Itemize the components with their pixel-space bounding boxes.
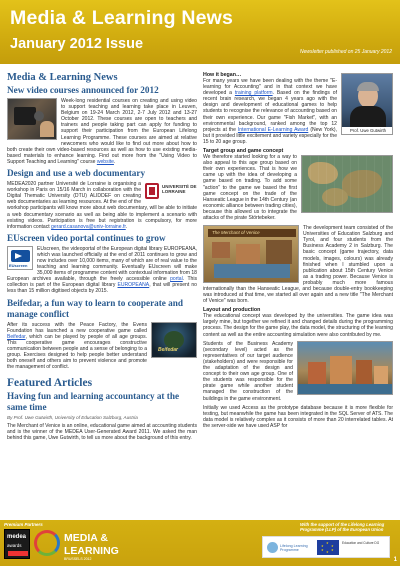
- map-screenshot: [301, 155, 393, 213]
- section-title-news: Media & Learning News: [7, 72, 118, 83]
- media-learning-logo[interactable]: MEDIA & LEARNING BRUSSELS 2012: [34, 528, 154, 560]
- article-title-web-doc: Design and use a web documentary: [7, 168, 146, 179]
- article-title-video-courses: New video courses announced for 2012: [7, 85, 159, 95]
- heading-target-group: Target group and game concept: [203, 148, 284, 155]
- llp-icon: [267, 542, 278, 553]
- target-group-text: We therefore started looking for a way to also appeal to this age group based on their own experiences. That is how we came up with the idea of developing a game based on trading. To add some "action" to the game we based the first game concept on the trade of the Hanseatic League in the 14th Century (an economic alliance between trading cities), because this allowed us to integrate the attacks of the pirate Störtebeker.: [203, 154, 297, 221]
- training-platform-link[interactable]: training platform: [234, 90, 273, 97]
- beifedar-text: After its success with the Peace Factory, the Evens Foundation has launched a new cooperative game called Beifedar, which can be played by people of all age groups. This cooperative game encourages constructive communication between people and a sense of belonging to a group. Exercises designed to help people better understand both oneself and others aim to prevent violence and promote the management of conflict.: [7, 321, 147, 371]
- beifedar-image: Beifedar: [151, 322, 197, 358]
- video-course-photo: [7, 98, 57, 140]
- heading-layout-production: Layout and production: [203, 307, 261, 314]
- venice-screenshot: [297, 341, 393, 395]
- video-courses-text: Week-long residential courses on creating and using video to support teaching and learning take place in Leuven, Belgium on 19-24 March 2012, 2-7 July 2012 and 13-27 October 2012. These courses are open to teachers and trainers and people taking part can apply for funding to support their participation from the European Lifelong Learning Programme. These courses are aimed at relative newcomers who would like to find out more about how to both create their own video-based resources as well as how to use existing media-based materials to enhance learning. Find out more from the "Using Video to Support Teaching and Learning" course website.: [7, 98, 197, 165]
- eu-flag-icon: ★ ★ ★ ★ ★ ★: [317, 540, 339, 555]
- euscreen-text: EUscreen, the videoportal of the European digital library EUROPEANA, which was launched officially at the end of 2011 continues to grow and now includes over 10,000 items, many of which are of real value to the teaching and learning community. Eventually EUscreen will make 35,000 items of programme content with contextual information from 18 European archives available, through the freely accessible online portal. This collection is part of the European digital library EUROPEANA, that will present no less than 15 million digitised objects by 2015.: [7, 245, 198, 295]
- author-caption: Prof. Uwe Gutwirth: [342, 127, 393, 134]
- game-screenshot: The Merchant of Venice: [203, 225, 299, 283]
- beifedar-link[interactable]: Beifedar: [7, 333, 26, 340]
- page-number: 1: [393, 557, 397, 563]
- development-text: The development team consisted of the Universities of Education Salzburg and Tyrol, and four students from the Business Academy 2 in Salzburg. The basic concept (game trajectory, data models, images, colours) was already finished when I stumbled upon a publication about 15th Century Venice as a trading power. Because Venice is probably much more famous internationally than the Hanseatic League, and because double-entry bookkeeping was introduced at that time, we started all over again and a new title "The Merchant of Venice" was born.: [203, 225, 393, 305]
- issue-title: January 2012 Issue: [10, 36, 144, 52]
- featured-article-title: Having fun and learning accountancy at the same time: [7, 391, 180, 413]
- course-website-link[interactable]: website: [96, 158, 114, 165]
- llp-logo: Lifelong Learning Programme: [267, 541, 313, 555]
- author-photo: [341, 73, 393, 135]
- publish-date: Newsletter published on 25 January 2012: [299, 49, 392, 55]
- article-title-euscreen: EUscreen video portal continues to grow: [7, 232, 166, 243]
- featured-articles-title: Featured Articles: [7, 377, 93, 390]
- medea-awards-logo[interactable]: medea awards: [4, 529, 30, 559]
- featured-intro-text: The Merchant of Venice is an online, educational game aimed at accounting students and is the winner of the MEDEA User-Generated Award 2011. We asked the man behind this game, Uwe Gutwirth, to tell us more about the background of this entry.: [7, 423, 197, 442]
- right-column: [203, 72, 393, 429]
- elearning-award-link[interactable]: International E-Learning Award: [237, 126, 309, 133]
- featured-byline: By Prof. Uwe Gutwirth, University of Education Salzburg, Austria: [7, 415, 138, 421]
- ml-ring-icon: [34, 530, 60, 556]
- lorraine-logo: UNIVERSITÉ DE LORRAINE: [145, 181, 197, 201]
- eu-support-text: With the support of the Lifelong Learning Programme (LLP) of the European Union: [300, 522, 385, 532]
- database-text: Initially we used Access as the prototype database because it is more flexible for testing, but meanwhile the game has been integrated in the SQL Server of ATS. The data model is relatively complex as it consists of more than 20 interrelated tables. At the server-side we have used ASP for: [203, 404, 393, 429]
- euscreen-logo: EUscreen: [7, 246, 33, 270]
- heading-how-it-began: How it began…: [203, 72, 242, 78]
- eu-logos: Lifelong Learning Programme ★ ★ ★ ★ ★ ★ Education and Culture DG: [262, 536, 390, 558]
- left-column: [7, 72, 197, 442]
- euscreen-portal-link[interactable]: portal: [170, 276, 183, 283]
- europeana-link[interactable]: EUROPEANA: [117, 282, 150, 289]
- article-title-beifedar: Beifedar, a fun way to learn to cooperate and manage conflict: [7, 297, 183, 319]
- web-doc-text: MEDEA2020 partner Université de Lorraine is organising a workshop in Paris on 15/16 March in collaboration with the Digital Thematic University (DTU) ALIDDEF on creating web documentaries as learning resources. At the end of the workshop participants will know more about web documentary, will be able to initiate a web documentary scenario as well as being able to implement a scenario with existing videos. Participation is free but registration is compulsory, for more information contact gerard.casanova@univ-lorraine.fr.: [7, 181, 197, 230]
- newsletter-title: Media & Learning News: [10, 7, 234, 29]
- layout-production-text: The educational concept was developed by the universities. The game idea was largely mine, but together we refined it and changed details during the programming process. The design for the game play, the data model, the structuring of the learning content as well as the entire accounting simulation were also contributed by me.: [203, 313, 393, 338]
- contact-email-link[interactable]: gerard.casanova@univ-lorraine.fr: [51, 223, 126, 230]
- how-it-began-text: For many years we have been dealing with the theme "E-learning for Accounting" and in that context we have developed a training platform. Based on the findings of recent brain research, we began 4 years ago with the design and development of educational games to help students to recognise the relevance of accounting based on their own experience. Our game "Fish Market", with an environmental background, ranked among the top 12 projects at the International E-Learning Award (New York), but it provided little excitement and variety especially for the 15 to 20 age group.: [203, 78, 338, 145]
- premium-partners-label: Premium Partners: [4, 522, 43, 527]
- students-text: Students of the Business Academy (secondary level) acted as the representatives of our target audience (stakeholders) and were responsible for the adaptation of the design and concept to their own age group. One of the students was responsible for the pirate game while another student managed the construction of the buildings in the game environment.: [203, 340, 293, 402]
- footer-banner: [0, 520, 400, 566]
- header-banner: [0, 0, 400, 64]
